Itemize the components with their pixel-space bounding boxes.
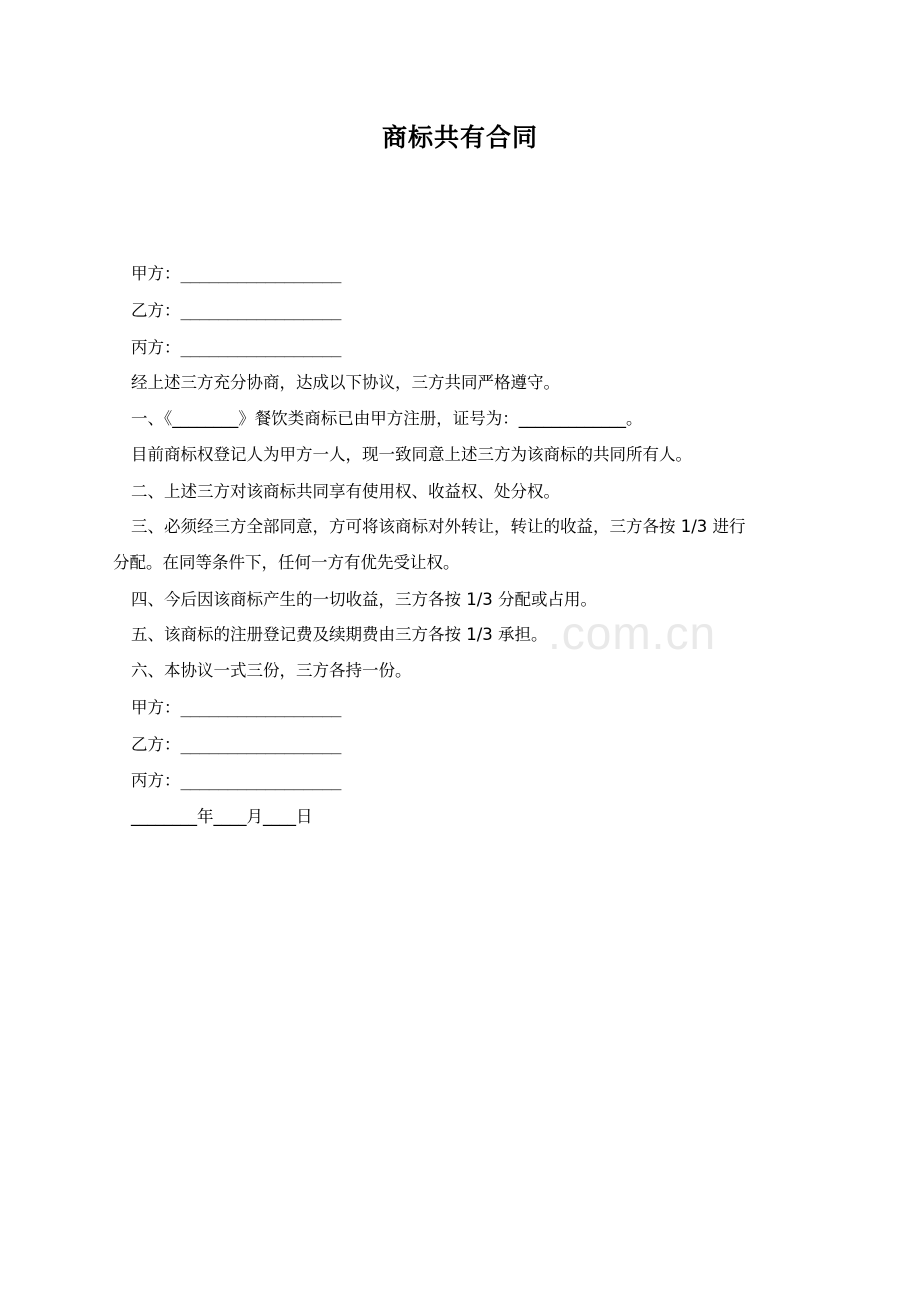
- party-a-blank: _________________: [180, 264, 341, 283]
- party-a-label: 甲方：: [131, 264, 181, 283]
- clause-1-line-2: 目前商标权登记人为甲方一人，现一致同意上述三方为该商标的共同所有人。: [131, 445, 692, 464]
- clause-3-line-2: 分配。在同等条件下，任何一方有优先受让权。: [113, 553, 460, 572]
- signature-c-line: [131, 770, 341, 792]
- party-b-label: 乙方：: [131, 301, 181, 320]
- date-line: ________年____月____日: [131, 807, 313, 826]
- signature-c-label: 丙方：: [131, 771, 181, 790]
- clause-3-line-1: 三、必须经三方全部同意，方可将该商标对外转让，转让的收益，三方各按 1/3 进行: [131, 517, 746, 536]
- watermark: .com.cn: [548, 607, 717, 659]
- signature-b-blank: _________________: [180, 735, 341, 754]
- signature-a-label: 甲方：: [131, 698, 181, 717]
- clause-5: 五、该商标的注册登记费及续期费由三方各按 1/3 承担。: [131, 625, 548, 644]
- party-c-label: 丙方：: [131, 338, 181, 357]
- signature-a-blank: _________________: [180, 698, 341, 717]
- document-title: 商标共有合同: [381, 123, 538, 152]
- party-c-blank: _________________: [180, 338, 341, 357]
- party-b-blank: _________________: [180, 301, 341, 320]
- signature-a-line: [131, 697, 341, 719]
- signature-b-label: 乙方：: [131, 735, 181, 754]
- signature-b-line: [131, 734, 341, 756]
- intro-paragraph: 经上述三方充分协商，达成以下协议，三方共同严格遵守。: [131, 373, 560, 392]
- clause-6: 六、本协议一式三份，三方各持一份。: [131, 661, 412, 680]
- party-c-line: [131, 337, 341, 359]
- clause-1-line-1: 一、《________》餐饮类商标已由甲方注册，证号为：_____________。: [131, 409, 643, 428]
- party-a-line: [131, 263, 341, 285]
- signature-c-blank: _________________: [180, 771, 341, 790]
- party-b-line: [131, 300, 341, 322]
- clause-4: 四、今后因该商标产生的一切收益，三方各按 1/3 分配或占用。: [131, 590, 598, 609]
- clause-2: 二、上述三方对该商标共同享有使用权、收益权、处分权。: [131, 482, 560, 501]
